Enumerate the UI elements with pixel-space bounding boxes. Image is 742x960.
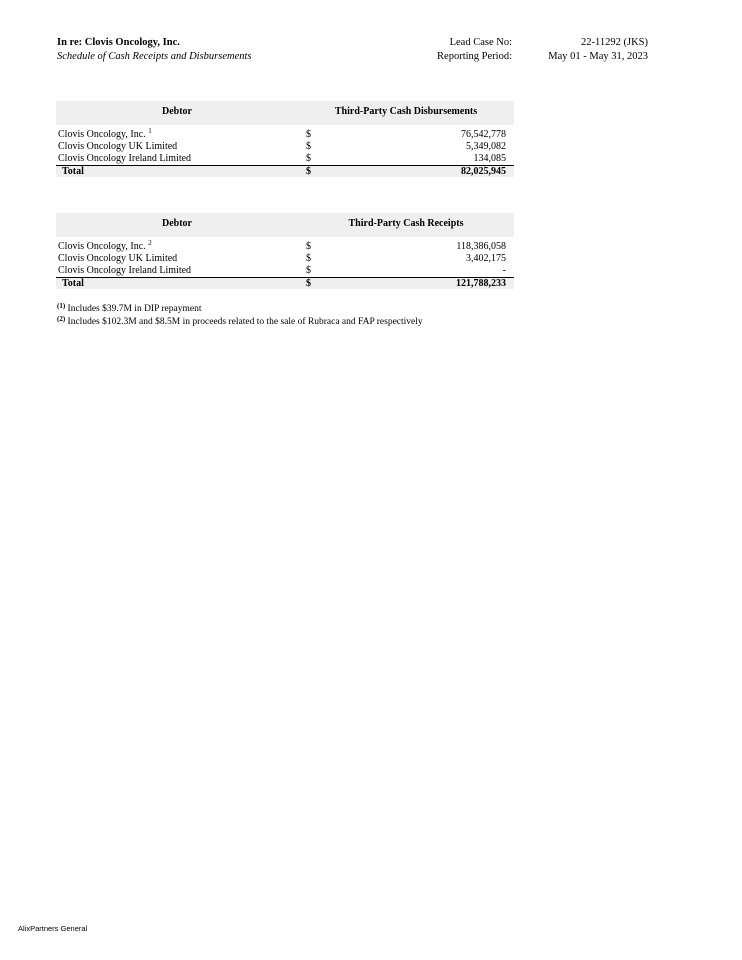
- footnote-text: Includes $39.7M in DIP repayment: [67, 304, 202, 314]
- footnote: [57, 316, 423, 328]
- col-disbursements: Third-Party Cash Disbursements: [334, 106, 478, 117]
- currency: $: [306, 241, 311, 252]
- currency: $: [306, 265, 311, 276]
- table-header: [56, 213, 514, 237]
- footnote-ref: 1: [148, 127, 152, 135]
- amount: 3,402,175: [466, 253, 506, 264]
- currency: $: [306, 141, 311, 152]
- receipts-table: [56, 213, 514, 289]
- debtor-name: Clovis Oncology Ireland Limited: [58, 153, 192, 164]
- case-title: In re: Clovis Oncology, Inc.: [57, 37, 180, 48]
- currency: $: [306, 253, 311, 264]
- footnote-text: Includes $102.3M and $8.5M in proceeds related to the sale of Rubraca and FAP respectively: [67, 317, 423, 327]
- lead-case-label: Lead Case No:: [449, 37, 512, 48]
- debtor-name: Clovis Oncology UK Limited: [58, 141, 178, 152]
- table-row: [56, 241, 514, 253]
- amount: 76,542,778: [461, 129, 506, 140]
- currency: $: [306, 278, 311, 289]
- amount: 118,386,058: [456, 241, 506, 252]
- footnote-marker: (2): [57, 315, 66, 323]
- debtor-name: Clovis Oncology Ireland Limited: [58, 265, 192, 276]
- total-label: Total: [62, 278, 84, 289]
- amount: 5,349,082: [466, 141, 506, 152]
- period-value: May 01 - May 31, 2023: [548, 51, 648, 62]
- debtor-name: Clovis Oncology, Inc. $^1$: [58, 127, 152, 140]
- table-row: [56, 141, 514, 153]
- disbursements-table: [56, 101, 514, 177]
- col-receipts: Third-Party Cash Receipts: [348, 218, 464, 229]
- table-row: [56, 153, 514, 165]
- table-row: [56, 265, 514, 277]
- total-amount: 82,025,945: [461, 166, 506, 177]
- total-row: [56, 277, 514, 289]
- debtor-name: Clovis Oncology UK Limited: [58, 253, 178, 264]
- footnote-marker: (1): [57, 302, 66, 310]
- period-label: Reporting Period:: [437, 51, 512, 62]
- table-row: [56, 129, 514, 141]
- currency: $: [306, 153, 311, 164]
- col-debtor: Debtor: [162, 218, 192, 229]
- amount: 134,085: [473, 153, 506, 164]
- total-row: [56, 165, 514, 177]
- schedule-title: Schedule of Cash Receipts and Disbursements: [57, 51, 252, 62]
- total-label: Total: [62, 166, 84, 177]
- footnote-ref: 2: [148, 239, 152, 247]
- amount: -: [502, 265, 506, 276]
- col-debtor: Debtor: [162, 106, 192, 117]
- currency: $: [306, 166, 311, 177]
- debtor-name: Clovis Oncology, Inc. $^2$: [58, 239, 152, 252]
- footnote: [57, 303, 202, 315]
- table-row: [56, 253, 514, 265]
- classification-label: AlixPartners General: [18, 924, 88, 933]
- table-header: [56, 101, 514, 125]
- currency: $: [306, 129, 311, 140]
- total-amount: 121,788,233: [456, 278, 506, 289]
- lead-case-value: 22-11292 (JKS): [581, 37, 648, 48]
